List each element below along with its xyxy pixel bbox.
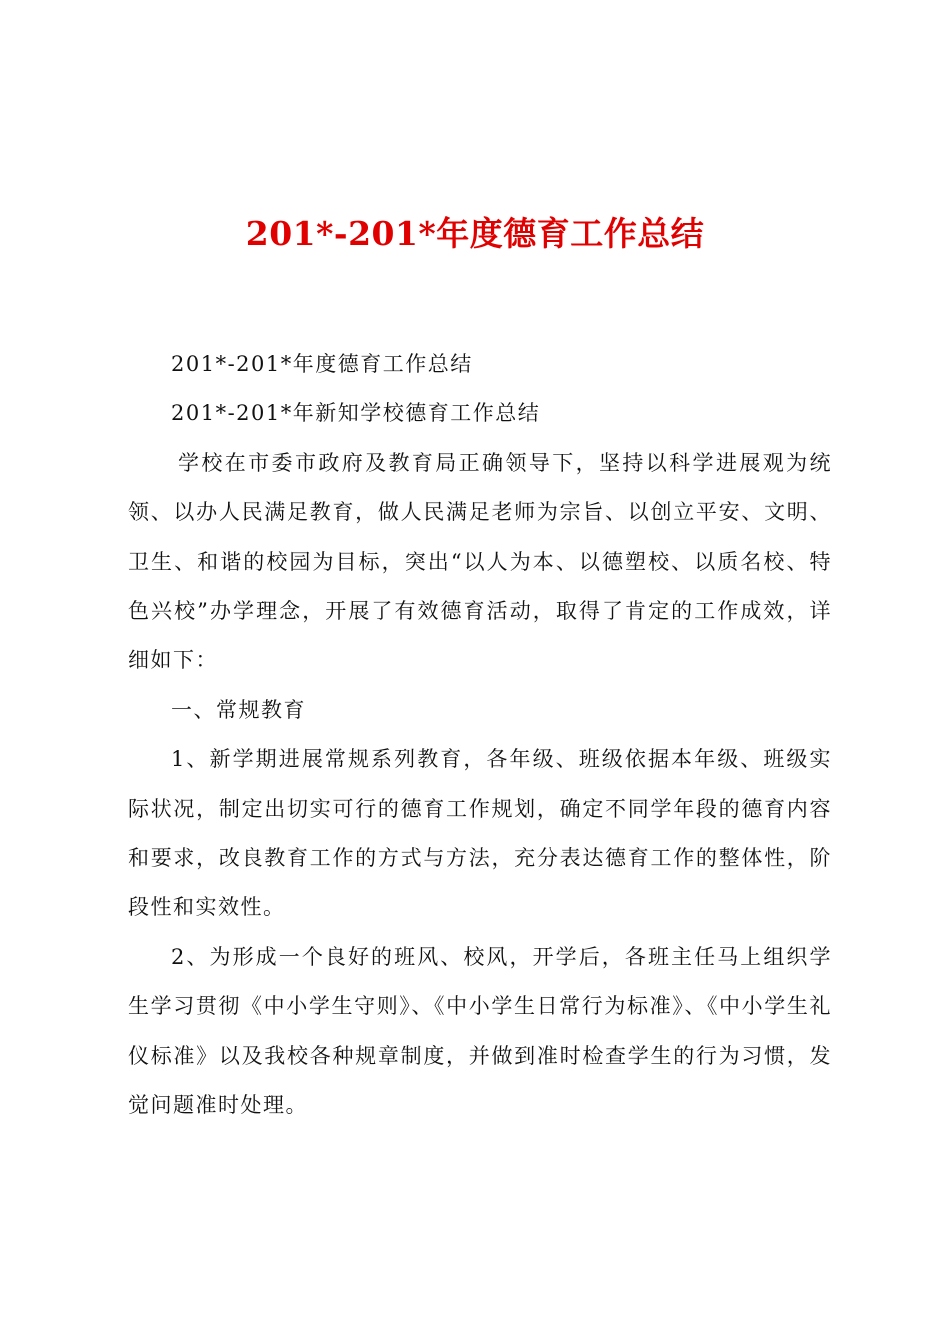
paragraph-school-title: 201*-201*年新知学校德育工作总结	[171, 401, 541, 426]
paragraph-item-1: 1、新学期进展常规系列教育，各年级、班级依据本年级、班级实际状况，制定出切实可行的德育工作规划，确定不同学年段的德育内容和要求，改良教育工作的方式与方法，充分表达德育工作的整体性，阶段性和实效性。	[128, 747, 832, 920]
paragraph-item-2: 2、为形成一个良好的班风、校风，开学后，各班主任马上组织学生学习贯彻《中小学生守则》、《中小学生日常行为标准》、《中小学生礼仪标准》以及我校各种规章制度，并做到准时检查学生的行为习惯，发觉问题准时处理。	[128, 944, 832, 1118]
section-heading-routine-education: 一、常规教育	[171, 697, 306, 722]
document-body	[128, 340, 832, 1131]
paragraph-intro: 学校在市委市政府及教育局正确领导下，坚持以科学进展观为统领、以办人民满足教育，做人民满足老师为宗旨、以创立平安、文明、卫生、和谐的校园为目标，突出“以人为本、以德塑校、以质名校、特色兴校”办学理念，开展了有效德育活动，取得了肯定的工作成效，详细如下：	[128, 450, 832, 673]
document-title: 201*-201*年度德育工作总结	[245, 214, 705, 253]
paragraph-subtitle: 201*-201*年度德育工作总结	[171, 352, 473, 376]
